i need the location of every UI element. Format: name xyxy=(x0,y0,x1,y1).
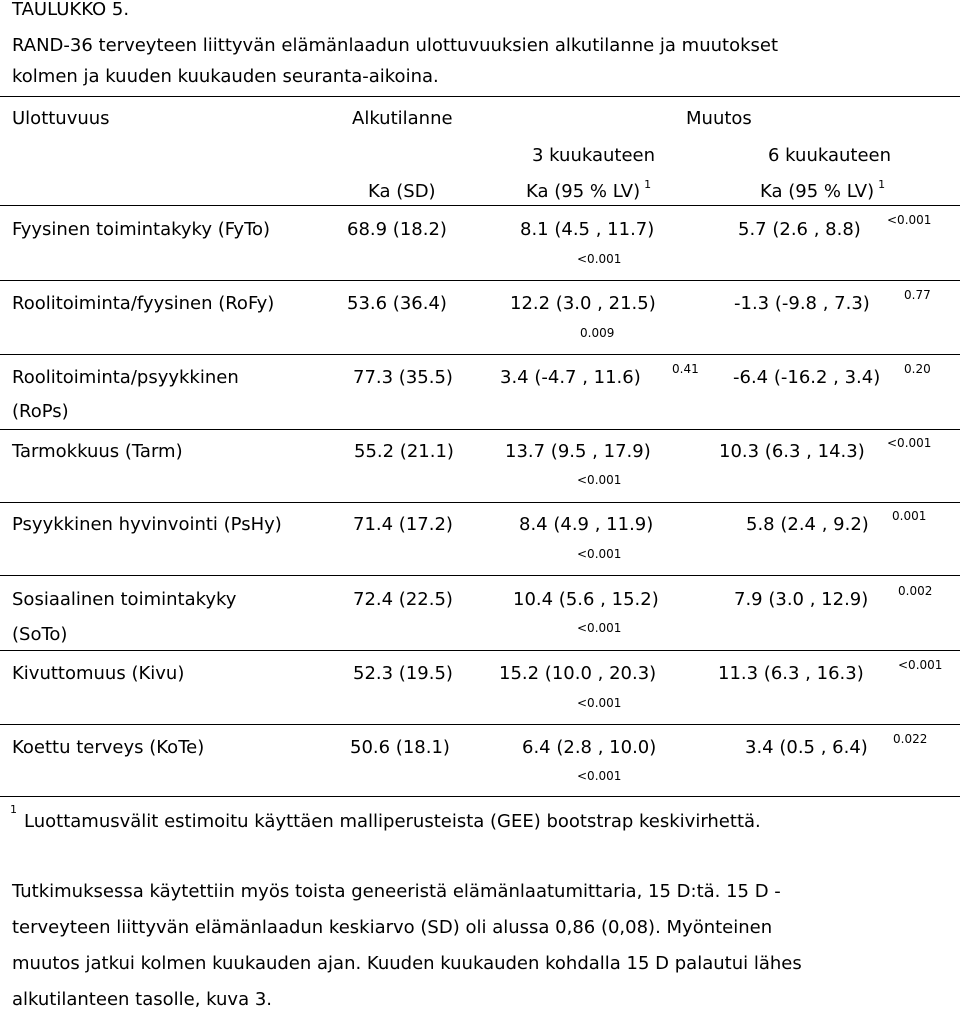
header-6-months: 6 kuukauteen xyxy=(768,145,892,166)
row-3m-change: 6.4 (2.8 , 10.0) xyxy=(522,737,657,758)
row-name: Koettu terveys (KoTe) xyxy=(12,737,205,758)
row-baseline: 50.6 (18.1) xyxy=(350,737,450,758)
row-baseline: 77.3 (35.5) xyxy=(353,367,453,388)
row-6m-change: -6.4 (-16.2 , 3.4) xyxy=(733,367,881,388)
row-name: Kivuttomuus (Kivu) xyxy=(12,663,185,684)
row-3m-p-value: <0.001 xyxy=(577,696,622,710)
row-3m-p-value: <0.001 xyxy=(577,621,622,635)
row-3m-change: 8.4 (4.9 , 11.9) xyxy=(519,514,654,535)
row-rule xyxy=(0,724,960,725)
row-baseline: 72.4 (22.5) xyxy=(353,589,453,610)
row-name: Sosiaalinen toimintakyky xyxy=(12,589,237,610)
row-name: Tarmokkuus (Tarm) xyxy=(12,441,183,462)
row-3m-p-value: 0.41 xyxy=(672,362,699,376)
row-baseline: 68.9 (18.2) xyxy=(347,219,447,240)
row-3m-p-value: 0.009 xyxy=(580,326,615,340)
table-top-rule xyxy=(0,96,960,97)
row-6m-change: 10.3 (6.3 , 14.3) xyxy=(719,441,865,462)
header-3-months: 3 kuukauteen xyxy=(532,145,656,166)
row-name: Psyykkinen hyvinvointi (PsHy) xyxy=(12,514,282,535)
row-6m-p-value: 0.022 xyxy=(893,732,928,746)
header-baseline-stat: Ka (SD) xyxy=(368,181,436,202)
row-6m-p-value: 0.20 xyxy=(904,362,931,376)
row-6m-change: 7.9 (3.0 , 12.9) xyxy=(734,589,869,610)
row-3m-change: 8.1 (4.5 , 11.7) xyxy=(520,219,655,240)
row-name-continued: (SoTo) xyxy=(12,624,68,645)
row-3m-p-value: <0.001 xyxy=(577,769,622,783)
row-name: Roolitoiminta/fyysinen (RoFy) xyxy=(12,293,275,314)
paragraph-line-4: alkutilanteen tasolle, kuva 3. xyxy=(12,989,272,1010)
header-6-months-stat: Ka (95 % LV) $^1$ xyxy=(760,178,886,202)
row-rule xyxy=(0,650,960,651)
row-3m-p-value: <0.001 xyxy=(577,252,622,266)
row-6m-p-value: 0.002 xyxy=(898,584,933,598)
header-baseline: Alkutilanne xyxy=(352,108,453,129)
footnote-mark: 1 xyxy=(10,803,17,816)
row-6m-change: 5.7 (2.6 , 8.8) xyxy=(738,219,861,240)
table-caption-line-1: RAND-36 terveyteen liittyvän elämänlaadun ulottuvuuksien alkutilanne ja muutokset xyxy=(12,35,779,56)
header-rule xyxy=(0,205,960,206)
footnote-ref: 1 xyxy=(878,178,886,191)
row-6m-p-value: 0.77 xyxy=(904,288,931,302)
table-caption-line-2: kolmen ja kuuden kuukauden seuranta-aikoina. xyxy=(12,66,439,87)
table-bottom-rule xyxy=(0,796,960,797)
row-3m-change: 15.2 (10.0 , 20.3) xyxy=(499,663,657,684)
row-3m-p-value: <0.001 xyxy=(577,547,622,561)
row-3m-change: 12.2 (3.0 , 21.5) xyxy=(510,293,656,314)
row-3m-change: 13.7 (9.5 , 17.9) xyxy=(505,441,651,462)
footnote-ref: 1 xyxy=(644,178,652,191)
row-3m-change: 3.4 (-4.7 , 11.6) xyxy=(500,367,641,388)
row-rule xyxy=(0,429,960,430)
row-6m-p-value: <0.001 xyxy=(887,213,932,227)
row-baseline: 71.4 (17.2) xyxy=(353,514,453,535)
row-name: Fyysinen toimintakyky (FyTo) xyxy=(12,219,271,240)
row-baseline: 52.3 (19.5) xyxy=(353,663,453,684)
table-number: TAULUKKO 5. xyxy=(12,0,130,20)
header-3-months-stat: Ka (95 % LV) $^1$ xyxy=(526,178,652,202)
header-dimension: Ulottuvuus xyxy=(12,108,110,129)
row-name: Roolitoiminta/psyykkinen xyxy=(12,367,239,388)
row-name-continued: (RoPs) xyxy=(12,401,69,422)
row-6m-p-value: 0.001 xyxy=(892,509,927,523)
row-baseline: 53.6 (36.4) xyxy=(347,293,447,314)
row-6m-change: 5.8 (2.4 , 9.2) xyxy=(746,514,869,535)
footnote-text: Luottamusvälit estimoitu käyttäen malliperusteista (GEE) bootstrap keskivirhettä. xyxy=(24,811,761,832)
row-rule xyxy=(0,502,960,503)
row-rule xyxy=(0,575,960,576)
row-6m-change: -1.3 (-9.8 , 7.3) xyxy=(734,293,870,314)
paragraph-line-3: muutos jatkui kolmen kuukauden ajan. Kuuden kuukauden kohdalla 15 D palautui lähes xyxy=(12,953,802,974)
row-6m-change: 11.3 (6.3 , 16.3) xyxy=(718,663,864,684)
row-6m-p-value: <0.001 xyxy=(887,436,932,450)
row-6m-p-value: <0.001 xyxy=(898,658,943,672)
row-rule xyxy=(0,280,960,281)
row-rule xyxy=(0,354,960,355)
paragraph-line-1: Tutkimuksessa käytettiin myös toista geneeristä elämänlaatumittaria, 15 D:tä. 15 D - xyxy=(12,881,781,902)
row-baseline: 55.2 (21.1) xyxy=(354,441,454,462)
paragraph-line-2: terveyteen liittyvän elämänlaadun keskiarvo (SD) oli alussa 0,86 (0,08). Myönteinen xyxy=(12,917,773,938)
header-change: Muutos xyxy=(686,108,752,129)
row-3m-p-value: <0.001 xyxy=(577,473,622,487)
row-3m-change: 10.4 (5.6 , 15.2) xyxy=(513,589,659,610)
row-6m-change: 3.4 (0.5 , 6.4) xyxy=(745,737,868,758)
